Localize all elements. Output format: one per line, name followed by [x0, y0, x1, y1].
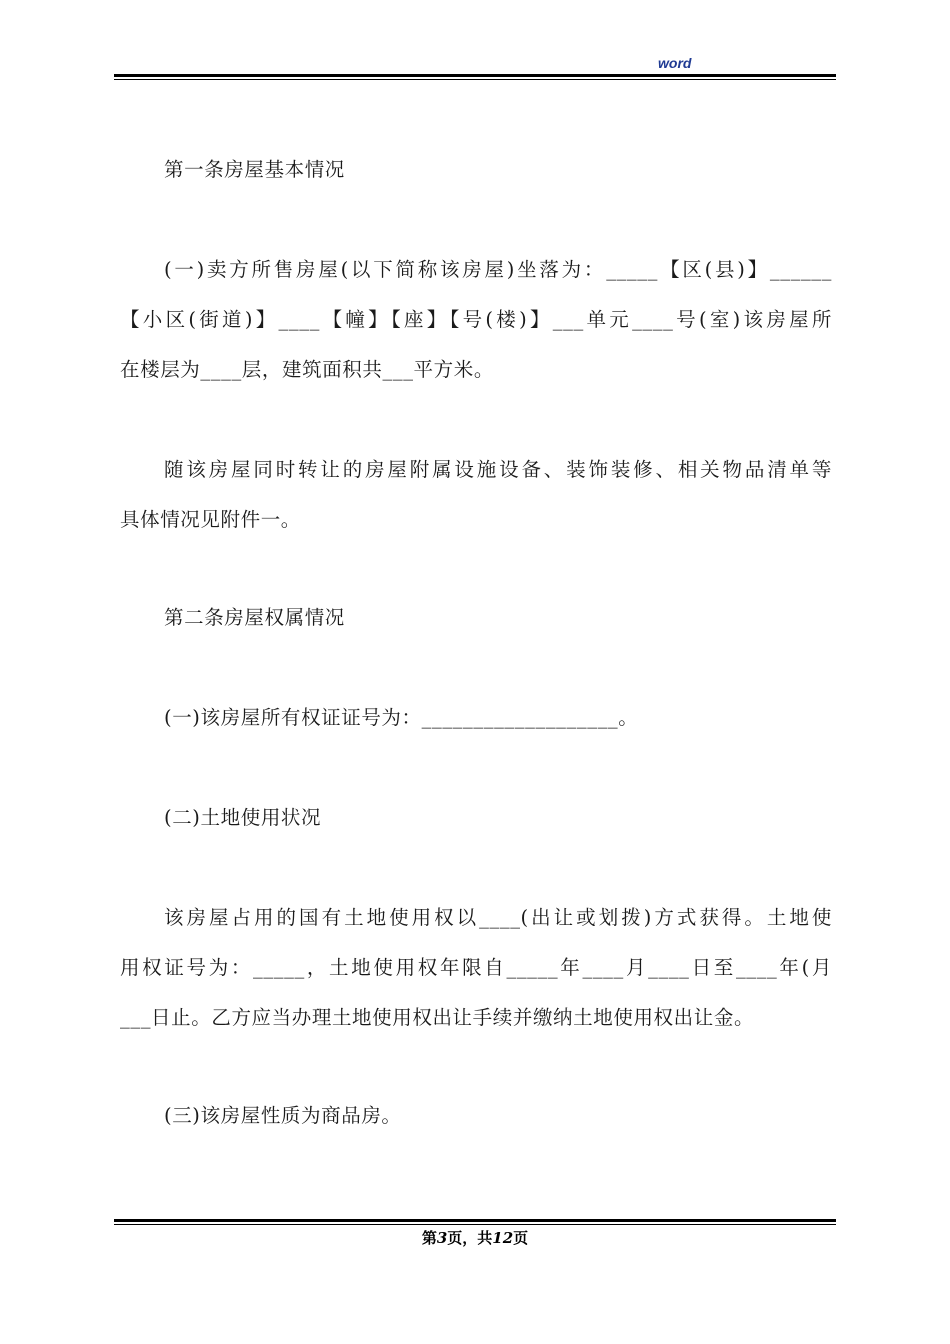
paragraph-1-line-2: 【小区(街道)】____【幢】【座】【号(楼)】___单元____号(室)该房屋所	[120, 308, 832, 331]
footer-rule-thin	[114, 1224, 836, 1225]
paragraph-2-line-1: 随该房屋同时转让的房屋附属设施设备、装饰装修、相关物品清单等	[164, 458, 832, 481]
header-rule-thin	[114, 79, 836, 80]
page-number: 第3页，共12页	[421, 1229, 529, 1247]
total-page-number: 12	[492, 1229, 514, 1247]
property-nature-line: (三)该房屋性质为商品房。	[164, 1104, 402, 1127]
article-1-heading: 第一条房屋基本情况	[164, 158, 345, 181]
paragraph-3-line-1: 该房屋占用的国有土地使用权以____(出让或划拨)方式获得。土地使	[164, 906, 832, 929]
land-use-heading: (二)土地使用状况	[164, 806, 322, 829]
paragraph-3-line-3: ___日止。乙方应当办理土地使用权出让手续并缴纳土地使用权出让金。	[120, 1006, 755, 1029]
paragraph-3-line-2: 用权证号为：_____，土地使用权年限自_____年____月____日至____年(月	[120, 956, 832, 979]
current-page-number: 3	[436, 1229, 448, 1247]
paragraph-1-line-3: 在楼层为____层，建筑面积共___平方米。	[120, 358, 494, 381]
paragraph-2-line-2: 具体情况见附件一。	[120, 508, 301, 531]
header-rule-thick	[114, 74, 836, 77]
footer-rule-thick	[114, 1219, 836, 1222]
paragraph-1-line-1: (一)卖方所售房屋(以下简称该房屋)坐落为：_____【区(县)】______	[164, 258, 832, 281]
ownership-certificate-line: (一)该房屋所有权证证号为：___________________。	[164, 706, 639, 729]
article-2-heading: 第二条房屋权属情况	[164, 606, 345, 629]
header-label: word	[658, 55, 692, 71]
